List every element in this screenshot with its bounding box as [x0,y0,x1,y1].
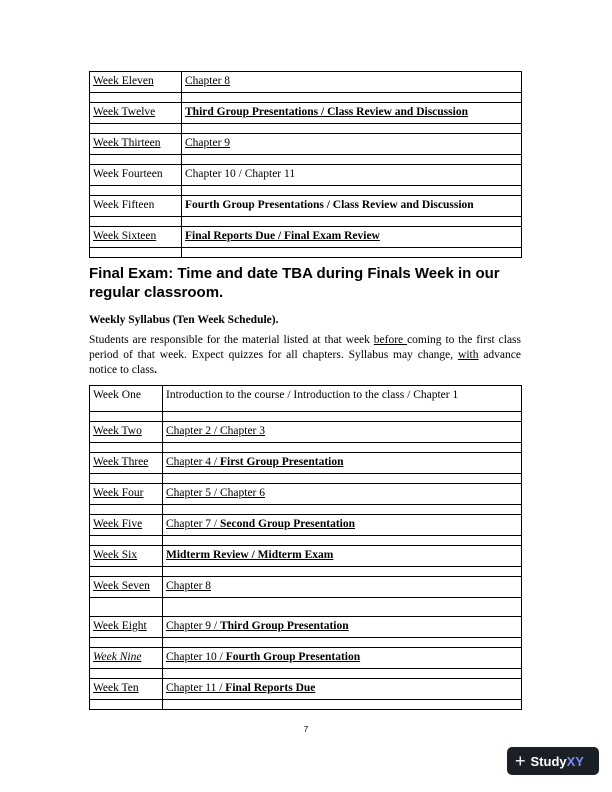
table-row [90,515,522,536]
page-number: 7 [303,725,309,734]
table-row [90,648,522,669]
table-row [90,679,522,700]
paragraph-period: . [154,364,158,376]
weekly-syllabus-title: Weekly Syllabus (Ten Week Schedule). [89,314,279,326]
table-row [90,617,522,638]
spacer-row [90,124,522,134]
table-row [90,72,522,93]
week-cell: Week Thirteen [90,134,182,155]
schedule-table-ten-week [89,385,522,710]
table-row [90,453,522,474]
table-row [90,577,522,598]
content-cell: Chapter 10 / Chapter 11 [182,165,522,186]
week-cell: Week Eight [90,617,163,638]
content-cell: Final Reports Due / Final Exam Review [182,227,522,248]
spacer-row [90,567,522,577]
paragraph-text: Students are responsible for the material listed at that week [89,334,374,346]
final-exam-heading: Final Exam: Time and date TBA during Finals Week in our regular classroom. [89,265,500,301]
content-cell: Chapter 7 / Second Group Presentation [163,515,522,536]
week-cell: Week Six [90,546,163,567]
week-cell: Week Five [90,515,163,536]
week-cell: Week Seven [90,577,163,598]
spacer-row [90,474,522,484]
week-cell: Week Eleven [90,72,182,93]
schedule-table-weeks-11-16 [89,71,522,258]
content-cell: Chapter 9 / Third Group Presentation [163,617,522,638]
table-row [90,422,522,443]
spacer-row [90,93,522,103]
table-row [90,196,522,217]
spacer-row [90,155,522,165]
table-row [90,103,522,124]
table-row [90,546,522,567]
week-cell: Week Fifteen [90,196,182,217]
content-cell: Chapter 8 [163,577,522,598]
paragraph-text: advance notice to class [89,349,521,376]
paragraph-text: coming to the first class period of that week. Expect quizzes for all chapters. Syllabus may change, [89,334,521,361]
spacer-row [90,505,522,515]
week-cell: Week Sixteen [90,227,182,248]
table-row [90,165,522,186]
content-cell: Chapter 5 / Chapter 6 [163,484,522,505]
table-row [90,484,522,505]
content-cell: Chapter 8 [182,72,522,93]
spacer-row [90,217,522,227]
spacer-row [90,669,522,679]
week-cell: Week Nine [90,648,163,669]
content-cell: Fourth Group Presentations / Class Review and Discussion [182,196,522,217]
content-cell: Chapter 10 / Fourth Group Presentation [163,648,522,669]
spacer-row [90,248,522,258]
paragraph-emphasis-with: with [458,349,479,361]
week-cell: Week One [90,386,163,412]
spacer-row [90,186,522,196]
logo-text-study: Study [530,753,567,769]
logo-text-xy: XY [566,753,584,769]
week-cell: Week Two [90,422,163,443]
table-row [90,386,522,412]
table-row [90,227,522,248]
content-cell: Midterm Review / Midterm Exam [163,546,522,567]
table-row [90,134,522,155]
spacer-row [90,598,522,617]
content-cell: Chapter 4 / First Group Presentation [163,453,522,474]
studyxy-logo-badge[interactable] [507,747,599,775]
week-cell: Week Fourteen [90,165,182,186]
spacer-row [90,412,522,422]
content-cell: Introduction to the course / Introduction to the class / Chapter 1 [163,386,522,412]
content-cell: Chapter 11 / Final Reports Due [163,679,522,700]
spacer-row [90,536,522,546]
paragraph-emphasis-before: before [373,334,408,346]
plus-icon: + [515,751,526,771]
spacer-row [90,700,522,710]
content-cell: Third Group Presentations / Class Review and Discussion [182,103,522,124]
weekly-syllabus-paragraph [89,333,521,378]
spacer-row [90,443,522,453]
spacer-row [90,638,522,648]
content-cell: Chapter 9 [182,134,522,155]
week-cell: Week Twelve [90,103,182,124]
week-cell: Week Ten [90,679,163,700]
week-cell: Week Four [90,484,163,505]
content-cell: Chapter 2 / Chapter 3 [163,422,522,443]
week-cell: Week Three [90,453,163,474]
